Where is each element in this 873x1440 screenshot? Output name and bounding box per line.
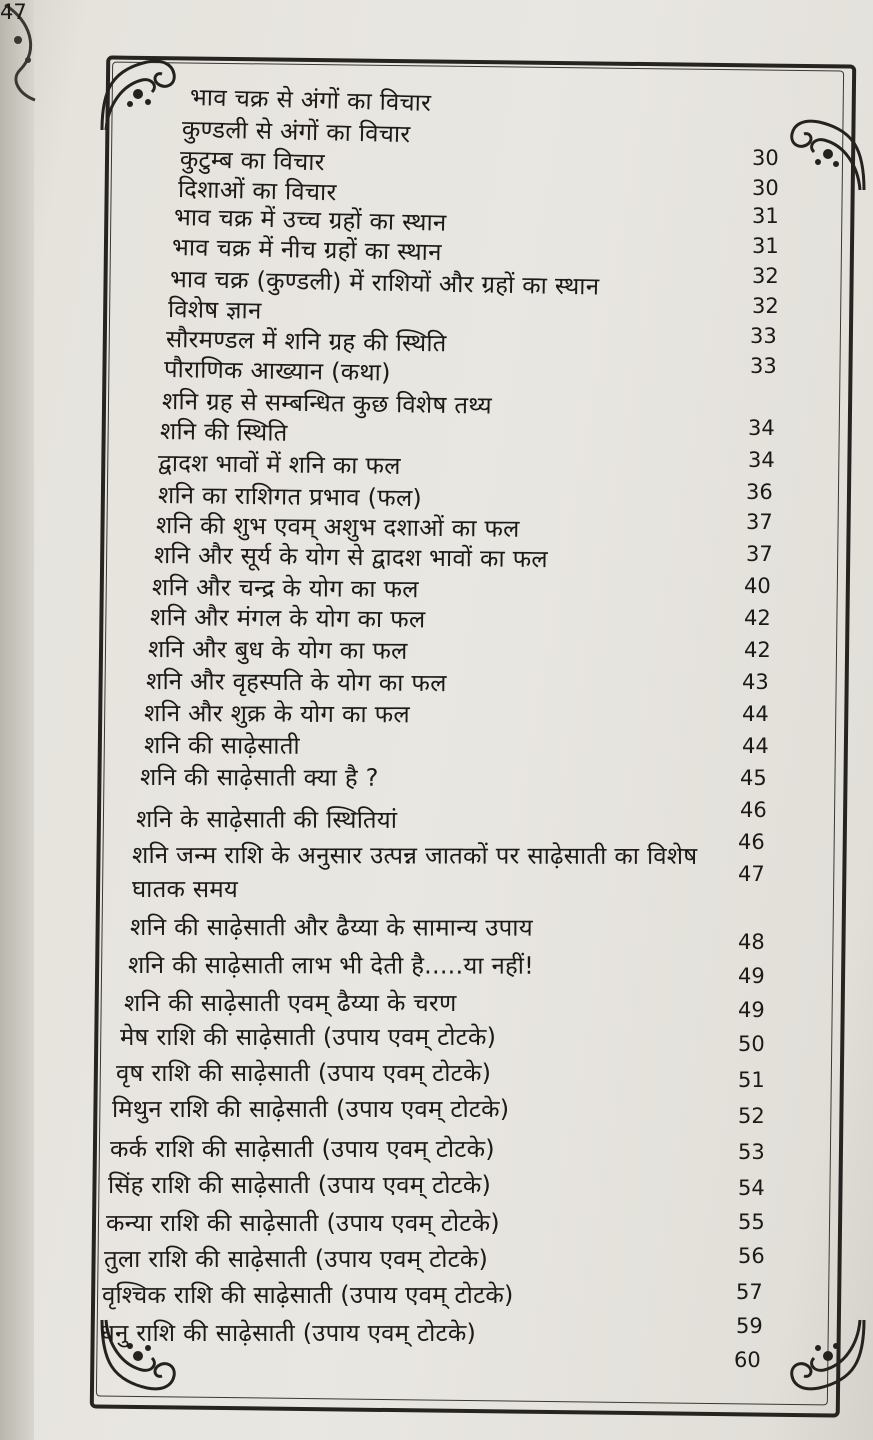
toc-entry-page-number: 36 (746, 480, 773, 504)
toc-entry-title: शनि जन्म राशि के अनुसार उत्पन्न जातकों पर साढ़ेसाती का विशेष (131, 841, 698, 870)
toc-entry-title: मेष राशि की साढ़ेसाती (उपाय एवम् टोटके) (120, 1023, 497, 1051)
toc-entry-title: सौरमण्डल में शनि ग्रह की स्थिति (165, 325, 447, 358)
toc-entry-page-number: 55 (738, 1210, 765, 1234)
toc-entry-page-number: 32 (752, 264, 779, 288)
toc-entry-page-number: 47 (738, 862, 765, 886)
toc-entry-page-number: 34 (748, 448, 775, 472)
toc-entry-title: कर्क राशि की साढ़ेसाती (उपाय एवम् टोटके) (110, 1135, 495, 1163)
toc-entry-title: सिंह राशि की साढ़ेसाती (उपाय एवम् टोटके) (108, 1171, 492, 1199)
toc-entry-title: भाव चक्र से अंगों का विचार (189, 83, 432, 117)
toc-entry-title: वृश्चिक राशि की साढ़ेसाती (उपाय एवम् टोटके) (102, 1281, 514, 1309)
toc-entry-title: शनि की साढ़ेसाती क्या है ? (139, 763, 379, 792)
toc-entry-title: शनि की साढ़ेसाती (143, 731, 300, 760)
toc-entry-page-number: 60 (734, 1348, 761, 1372)
toc-entry-title: विशेष ज्ञान (167, 295, 262, 325)
toc-entry-title: दिशाओं का विचार (177, 175, 337, 207)
toc-entry-page-number: 34 (748, 416, 775, 440)
toc-entry-title: शनि ग्रह से सम्बन्धित कुछ विशेष तथ्य (161, 387, 493, 420)
toc-entry-page-number: 42 (744, 638, 771, 662)
toc-entry-page-number: 46 (740, 798, 767, 822)
toc-entry-page-number: 57 (736, 1280, 763, 1304)
toc-entry-page-number: 37 (746, 510, 773, 534)
toc-entry-title: शनि की साढ़ेसाती लाभ भी देती है.....या नहीं! (127, 951, 535, 980)
toc-entry-page-number: 43 (742, 670, 769, 694)
toc-entry-page-number: 30 (752, 146, 779, 170)
toc-entry-title: कुटुम्ब का विचार (179, 145, 326, 177)
toc-entry-page-number: 46 (738, 830, 765, 854)
toc-entry-title: शनि की शुभ एवम् अशुभ दशाओं का फल (155, 511, 520, 543)
toc-entry-page-number: 59 (736, 1314, 763, 1338)
toc-entry-title: धनु राशि की साढ़ेसाती (उपाय एवम् टोटके) (100, 1319, 477, 1347)
toc-entry-page-number: 49 (738, 998, 765, 1022)
toc-entry-title: भाव चक्र में नीच ग्रहों का स्थान (171, 233, 442, 267)
toc-entry-page-number: 51 (738, 1068, 765, 1092)
toc-entry-page-number: 31 (752, 204, 779, 228)
toc-entry-title: घातक समय (131, 875, 239, 904)
toc-entry-title: शनि और बुध के योग का फल (147, 635, 408, 665)
toc-entry-title: भाव चक्र (कुण्डली) में राशियों और ग्रहों का स्थान (169, 265, 600, 301)
toc-entry-title: वृष राशि की साढ़ेसाती (उपाय एवम् टोटके) (116, 1059, 492, 1087)
toc-entry-page-number: 54 (738, 1176, 765, 1200)
toc-entry-title: शनि और चन्द्र के योग का फल (151, 573, 419, 604)
toc-entry-title: शनि और शुक्र के योग का फल (143, 699, 410, 729)
toc-entry-title: द्वादश भावों में शनि का फल (157, 449, 401, 480)
toc-entry-title: शनि और मंगल के योग का फल (149, 603, 426, 634)
toc-entry-page-number: 40 (744, 574, 771, 598)
toc-entry-page-number: 48 (738, 930, 765, 954)
toc-entry-title: शनि का राशिगत प्रभाव (फल) (157, 481, 423, 513)
toc-entry-title: कन्या राशि की साढ़ेसाती (उपाय एवम् टोटके) (106, 1209, 500, 1237)
toc-entry-page-number: 53 (738, 1140, 765, 1164)
toc-entry-title: शनि की साढ़ेसाती एवम् ढैय्या के चरण (124, 989, 457, 1017)
toc-entry-title: शनि के साढ़ेसाती की स्थितियां (135, 805, 398, 834)
toc-entry-page-number: 31 (752, 234, 779, 258)
toc-entry-page-number: 33 (750, 324, 777, 348)
toc-entry-page-number: 49 (738, 964, 765, 988)
toc-entry-page-number: 47 (0, 0, 27, 24)
toc-entry-page-number: 33 (750, 354, 777, 378)
toc-entry-title: कुण्डली से अंगों का विचार (181, 115, 411, 149)
toc-entry-title: पौराणिक आख्यान (कथा) (163, 355, 391, 387)
toc-entry-title: तुला राशि की साढ़ेसाती (उपाय एवम् टोटके) (104, 1245, 489, 1273)
toc-entry-page-number: 56 (738, 1244, 765, 1268)
toc-entry-title: शनि की साढ़ेसाती और ढैय्या के सामान्य उपाय (129, 913, 533, 942)
toc-entry-title: शनि की स्थिति (159, 417, 288, 447)
toc-entry-page-number: 50 (738, 1032, 765, 1056)
toc-entry-title: शनि और वृहस्पति के योग का फल (145, 667, 447, 698)
toc-entry-page-number: 44 (742, 702, 769, 726)
toc-entry-page-number: 37 (746, 542, 773, 566)
toc-entry-page-number: 45 (740, 766, 767, 790)
toc-entry-title: भाव चक्र में उच्च ग्रहों का स्थान (173, 203, 447, 237)
toc-entry-page-number: 30 (752, 176, 779, 200)
toc-entry-page-number: 32 (752, 294, 779, 318)
toc-entry-title: शनि और सूर्य के योग से द्वादश भावों का फल (153, 541, 549, 574)
toc-entry-page-number: 44 (742, 734, 769, 758)
toc-entry-title: मिथुन राशि की साढ़ेसाती (उपाय एवम् टोटके) (112, 1095, 510, 1123)
toc-entry-page-number: 42 (744, 606, 771, 630)
toc-entry-page-number: 52 (738, 1104, 765, 1128)
